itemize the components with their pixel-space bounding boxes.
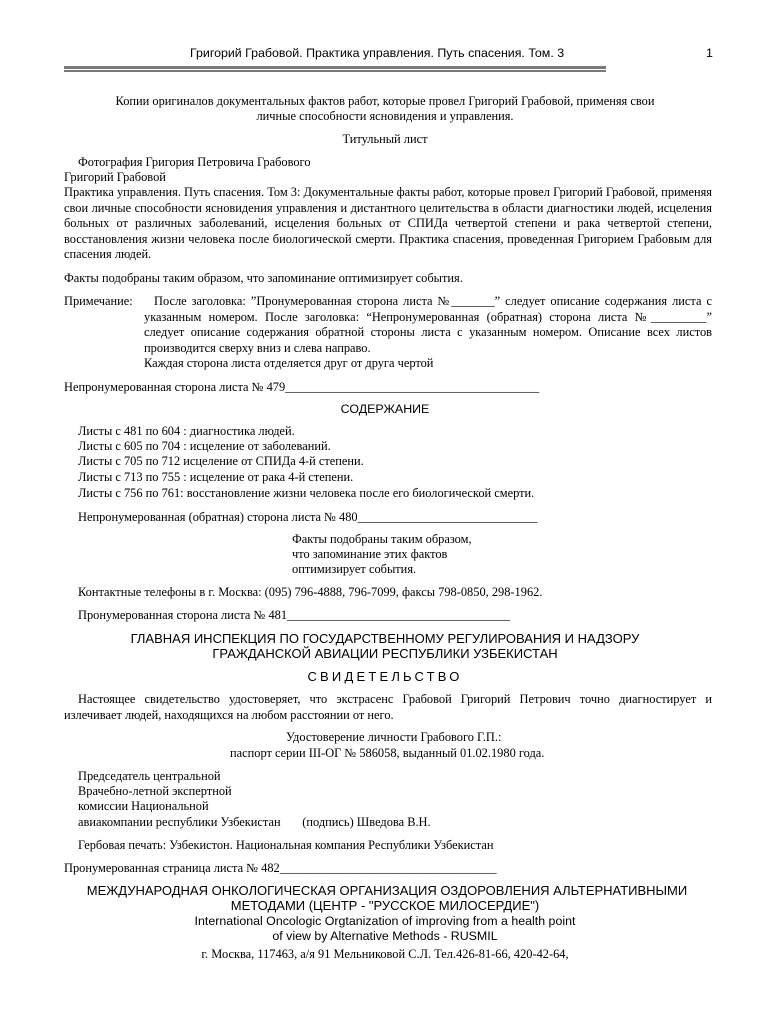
sheet-479-heading: Непронумерованная сторона листа № 479_________________________________________ xyxy=(64,380,540,394)
inspection-title-line-1: ГЛАВНАЯ ИНСПЕКЦИЯ ПО ГОСУДАРСТВЕННОМУ РЕГУЛИРОВАНИЯ И НАДЗОРУ xyxy=(130,631,640,646)
onco-title-line-2: МЕТОДАМИ (ЦЕНТР - "РУССКОЕ МИЛОСЕРДИЕ") xyxy=(230,898,540,913)
header-rule-bottom xyxy=(64,70,606,72)
contents-title: СОДЕРЖАНИЕ xyxy=(340,402,430,416)
quote-line-3: оптимизирует события. xyxy=(292,562,417,576)
certificate-title: СВИДЕТЕЛЬСТВО xyxy=(307,669,463,684)
sheet-481-heading: Пронумерованная сторона листа № 481____________________________________ xyxy=(78,608,511,622)
intro-line-1: Копии оригиналов документальных фактов работ, которые провел Григорий Грабовой, применяя свои xyxy=(115,94,655,108)
onco-english-line-2: of view by Alternative Methods - RUSMIL xyxy=(272,929,498,943)
note-last-line: Каждая сторона листа отделяется друг от друга чертой xyxy=(144,356,434,370)
chair-line-1: Председатель центральной xyxy=(78,769,221,783)
certificate-body: Настоящее свидетельство удостоверяет, что экстрасенс Грабовой Григорий Петрович точно диагностирует и излечивает людей, находящихся на любом расстоянии от него. xyxy=(64,692,712,722)
onco-english-line-1: International Oncologic Orgtanization of improving from a health point xyxy=(194,914,576,928)
inspection-title-line-2: ГРАЖДАНСКОЙ АВИАЦИИ РЕСПУБЛИКИ УЗБЕКИСТАН xyxy=(212,646,558,661)
title-page-label: Титульный лист xyxy=(342,132,428,146)
chair-line-4: авиакомпании республики Узбекистан (подпись) Шведова В.Н. xyxy=(78,815,431,829)
chair-line-3: комиссии Национальной xyxy=(78,799,209,813)
seal-text: Гербовая печать: Узбекистон. Национальная компания Республики Узбекистан xyxy=(78,838,494,852)
note-text: После заголовка: ”Пронумерованная сторона листа №_______” следует описание содержания листа с указанным номером. После заголовка: “Непронумерованная (обратная) сторона листа №_________” следует описание содержания обратной стороны листа с указанным номером. Описание всех листов производится сверху вниз и слева направо. xyxy=(144,294,712,355)
intro-line-2: личные способности ясновидения и управления. xyxy=(256,109,514,123)
contents-item-2: Листы с 605 по 704 : исцеление от заболеваний. xyxy=(78,439,331,453)
contents-item-3: Листы с 705 по 712 исцеление от СПИДа 4-й степени. xyxy=(78,454,364,468)
id-line-1: Удостоверение личности Грабового Г.П.: xyxy=(286,730,502,744)
note-label: Примечание: xyxy=(64,294,133,308)
sheet-480-heading: Непронумерованная (обратная) сторона листа № 480_____________________________ xyxy=(78,510,538,524)
header-rule-top xyxy=(64,66,606,69)
contact-phones: Контактные телефоны в г. Москва: (095) 796-4888, 796-7099, факсы 798-0850, 298-1962. xyxy=(78,585,543,599)
onco-title-line-1: МЕЖДУНАРОДНАЯ ОНКОЛОГИЧЕСКАЯ ОРГАНИЗАЦИЯ ОЗДОРОВЛЕНИЯ АЛЬТЕРНАТИВНЫМИ xyxy=(86,883,688,898)
author-name: Григорий Грабовой xyxy=(64,170,166,184)
quote-line-2: что запоминание этих фактов xyxy=(292,547,448,561)
chair-line-2: Врачебно-летной экспертной xyxy=(78,784,232,798)
photo-caption: Фотография Григория Петровича Грабового xyxy=(78,155,311,169)
onco-address: г. Москва, 117463, а/я 91 Мельниковой С.Л. Тел.426-81-66, 420-42-64, xyxy=(201,947,569,961)
quote-line-1: Факты подобраны таким образом, xyxy=(292,532,472,546)
id-line-2: паспорт серии III-ОГ № 586058, выданный 01.02.1980 года. xyxy=(230,746,545,760)
book-description: Практика управления. Путь спасения. Том 3: Документальные факты работ, которые провел Григорий Грабовой, применяя свои личные способности ясновидения управления и дистантного целительства в области диагностики людей, исцеления больных от различных заболеваний, исцеления больных от СПИДа четвертой степени и рака четвертой степени, восстановления жизни человека после биологической смерти. Практика спасения, проведенная Григорием Грабовым для спасения людей. xyxy=(64,185,713,262)
page-number: 1 xyxy=(706,46,713,60)
contents-item-1: Листы с 481 по 604 : диагностика людей. xyxy=(78,424,295,438)
contents-item-4: Листы с 713 по 755 : исцеление от рака 4-й степени. xyxy=(78,470,354,484)
running-header-title: Григорий Грабовой. Практика управления. Путь спасения. Том. 3 xyxy=(190,46,565,60)
sheet-482-heading: Пронумерованная страница листа № 482___________________________________ xyxy=(64,861,497,875)
contents-item-5: Листы с 756 по 761: восстановление жизни человека после его биологической смерти. xyxy=(78,486,535,500)
facts-sentence: Факты подобраны таким образом, что запоминание оптимизирует события. xyxy=(64,271,463,285)
